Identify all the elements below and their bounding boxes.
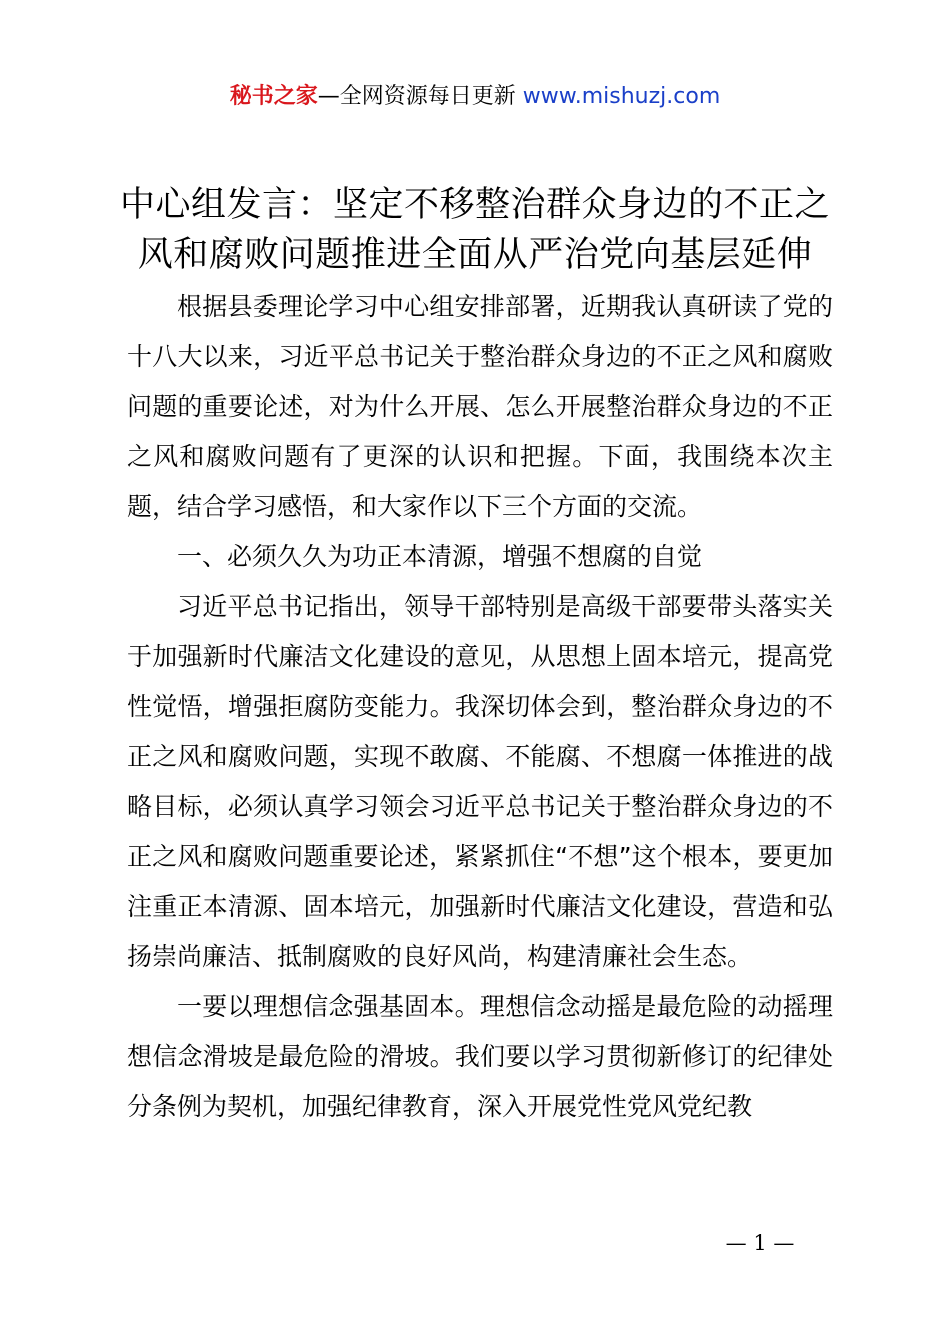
body-paragraph: 一要以理想信念强基固本。理想信念动摇是最危险的动摇理想信念滑坡是最危险的滑坡。我们要以学习贯彻新修订的纪律处分条例为契机，加强纪律教育，深入开展党性党风党纪教 bbox=[127, 992, 833, 1121]
header-separator: — bbox=[317, 84, 340, 109]
body-paragraph: 习近平总书记指出，领导干部特别是高级干部要带头落实关于加强新时代廉洁文化建设的意见，从思想上固本培元，提高党性觉悟，增强拒腐防变能力。我深切体会到，整治群众身边的不正之风和腐败问题，实现不敢腐、不能腐、不想腐一体推进的战略目标，必须认真学习领会习近平总书记关于整治群众身边的不正之风和腐败问题重要论述，紧紧抓住“不想”这个根本，要更加注重正本清源、固本培元，加强新时代廉洁文化建设，营造和弘扬崇尚廉洁、抵制腐败的良好风尚，构建清廉社会生态。 bbox=[127, 592, 833, 971]
header-tagline: 全网资源每日更新 bbox=[339, 84, 516, 109]
page-number: — 1 — bbox=[725, 1231, 795, 1255]
site-header bbox=[0, 80, 950, 114]
brand-name: 秘书之家 bbox=[229, 84, 318, 109]
header-url-link[interactable]: www.mishuzj.com bbox=[522, 84, 721, 109]
title-line-1: 中心组发言：坚定不移整治群众身边的不正之 bbox=[119, 185, 830, 225]
document-body bbox=[127, 282, 833, 1132]
section-heading: 一、必须久久为功正本清源，增强不想腐的自觉 bbox=[177, 542, 703, 571]
document-title bbox=[100, 180, 850, 280]
intro-paragraph: 根据县委理论学习中心组安排部署，近期我认真研读了党的十八大以来，习近平总书记关于整治群众身边的不正之风和腐败问题的重要论述，对为什么开展、怎么开展整治群众身边的不正之风和腐败问题有了更深的认识和把握。下面，我围绕本次主题，结合学习感悟，和大家作以下三个方面的交流。 bbox=[127, 292, 833, 521]
title-line-2: 风和腐败问题推进全面从严治党向基层延伸 bbox=[137, 235, 813, 275]
